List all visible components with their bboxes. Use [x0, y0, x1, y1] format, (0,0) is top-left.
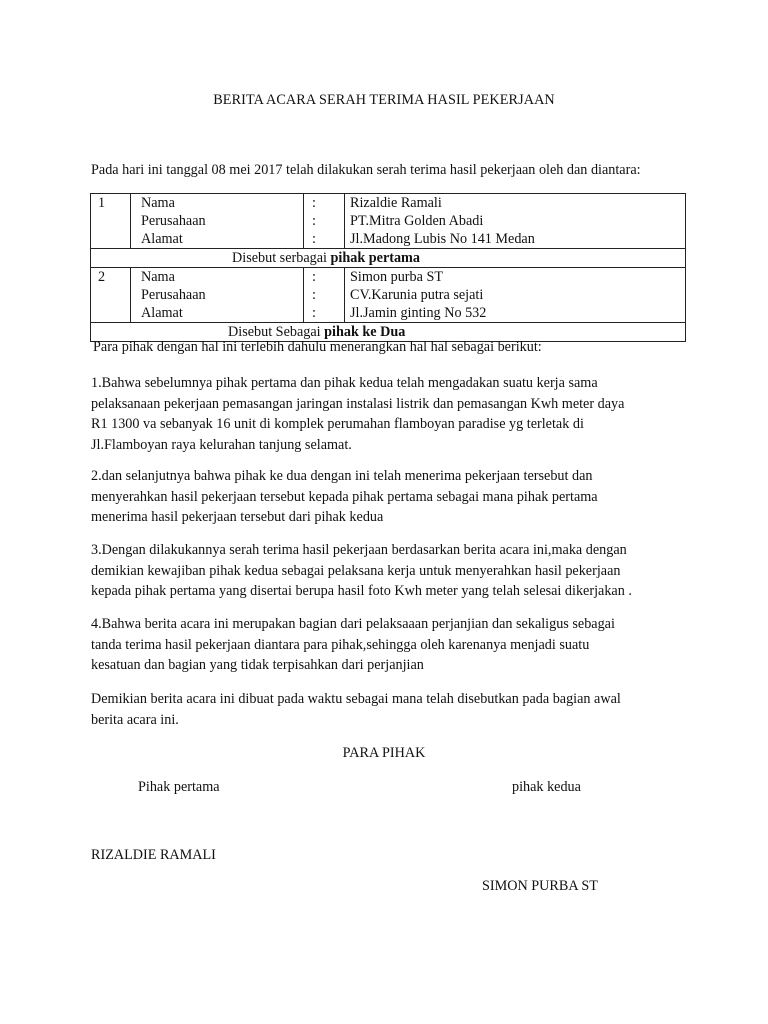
parties-table: [90, 193, 686, 342]
paragraph-line: demikian kewajiban pihak kedua sebagai pelaksana kerja untuk menyerahkan hasil pekerjaan: [91, 562, 621, 579]
party-2-role-prefix: Disebut Sebagai: [228, 324, 325, 340]
colon: :: [312, 269, 316, 285]
party-1-role: [91, 249, 686, 268]
party-1-row: [91, 194, 686, 249]
party-1-name: Rizaldie Ramali: [350, 195, 442, 211]
colon: :: [312, 305, 316, 321]
closing-paragraph: [91, 689, 691, 730]
party-1-address: Jl.Madong Lubis No 141 Medan: [350, 231, 535, 247]
party-2-label-alamat: Alamat: [141, 305, 183, 321]
party-2-company: CV.Karunia putra sejati: [350, 287, 484, 303]
signature-left-name: RIZALDIE RAMALI: [91, 847, 216, 863]
paragraph-3: [91, 540, 691, 602]
paragraph-line: menyerahkan hasil pekerjaan tersebut kepada pihak pertama sebagai mana pihak pertama: [91, 488, 598, 505]
paragraph-line: tanda terima hasil pekerjaan diantara para pihak,sehingga oleh karenanya menjadi suatu: [91, 636, 590, 653]
party-1-company: PT.Mitra Golden Abadi: [350, 213, 484, 229]
paragraph-line: Jl.Flamboyan raya kelurahan tanjung selamat.: [91, 436, 352, 453]
paragraph-line: 2.dan selanjutnya bahwa pihak ke dua dengan ini telah menerima pekerjaan tersebut dan: [91, 468, 593, 484]
signature-left-label: Pihak pertama: [138, 779, 220, 795]
party-1-number: 1: [91, 194, 131, 249]
party-2-values: [345, 268, 686, 323]
paragraph-line: berita acara ini.: [91, 711, 179, 728]
party-1-role-row: [91, 249, 686, 268]
paragraph-line: R1 1300 va sebanyak 16 unit di komplek perumahan flamboyan paradise yg terletak di: [91, 416, 584, 433]
paragraph-line: Demikian berita acara ini dibuat pada waktu sebagai mana telah disebutkan pada bagian awal: [91, 691, 621, 707]
paragraph-1: [91, 373, 691, 455]
party-1-label-nama: Nama: [141, 195, 175, 211]
party-2-number: 2: [91, 268, 131, 323]
paragraph-line: 4.Bahwa berita acara ini merupakan bagian dari pelaksaaan perjanjian dan sekaligus sebagai: [91, 616, 615, 632]
paragraph-line: kepada pihak pertama yang disertai berupa hasil foto Kwh meter yang telah selesai dikerjakan .: [91, 583, 632, 600]
paragraph-line: menerima hasil pekerjaan tersebut dari pihak kedua: [91, 509, 384, 526]
party-2-address: Jl.Jamin ginting No 532: [350, 305, 487, 321]
paragraph-line: kesatuan dan bagian yang tidak terpisahkan dari perjanjian: [91, 657, 424, 674]
paragraph-line: pelaksanaan pekerjaan pemasangan jaringan instalasi listrik dan pemasangan Kwh meter daya: [91, 395, 625, 412]
party-1-labels: [131, 194, 304, 249]
party-2-name: Simon purba ST: [350, 269, 444, 285]
party-2-label-nama: Nama: [141, 269, 175, 285]
body-intro: Para pihak dengan hal ini terlebih dahulu menerangkan hal hal sebagai berikut:: [93, 339, 542, 355]
party-1-role-bold: pihak pertama: [330, 250, 420, 266]
paragraph-4: [91, 614, 691, 676]
colon: :: [312, 231, 316, 247]
party-1-role-prefix: Disebut serbagai: [232, 250, 331, 266]
paragraph-2: [91, 466, 691, 528]
document-title: BERITA ACARA SERAH TERIMA HASIL PEKERJAAN: [213, 92, 555, 108]
party-2-labels: [131, 268, 304, 323]
colon: :: [312, 213, 316, 229]
intro-text: Pada hari ini tanggal 08 mei 2017 telah dilakukan serah terima hasil pekerjaan oleh dan diantara:: [91, 162, 641, 178]
colon: :: [312, 195, 316, 211]
signatures-heading: PARA PIHAK: [342, 745, 426, 761]
paragraph-line: 3.Dengan dilakukannya serah terima hasil pekerjaan berdasarkan berita acara ini,maka dengan: [91, 542, 627, 558]
paragraph-line: 1.Bahwa sebelumnya pihak pertama dan pihak kedua telah mengadakan suatu kerja sama: [91, 375, 598, 391]
party-2-colons: [304, 268, 345, 323]
party-2-role-bold: pihak ke Dua: [324, 324, 406, 340]
signature-right-label: pihak kedua: [512, 779, 581, 795]
party-2-row: [91, 268, 686, 323]
party-1-colons: [304, 194, 345, 249]
party-1-values: [345, 194, 686, 249]
party-2-label-perusahaan: Perusahaan: [141, 287, 206, 303]
party-1-label-alamat: Alamat: [141, 231, 183, 247]
signature-right-name: SIMON PURBA ST: [482, 878, 598, 894]
colon: :: [312, 287, 316, 303]
party-1-label-perusahaan: Perusahaan: [141, 213, 206, 229]
